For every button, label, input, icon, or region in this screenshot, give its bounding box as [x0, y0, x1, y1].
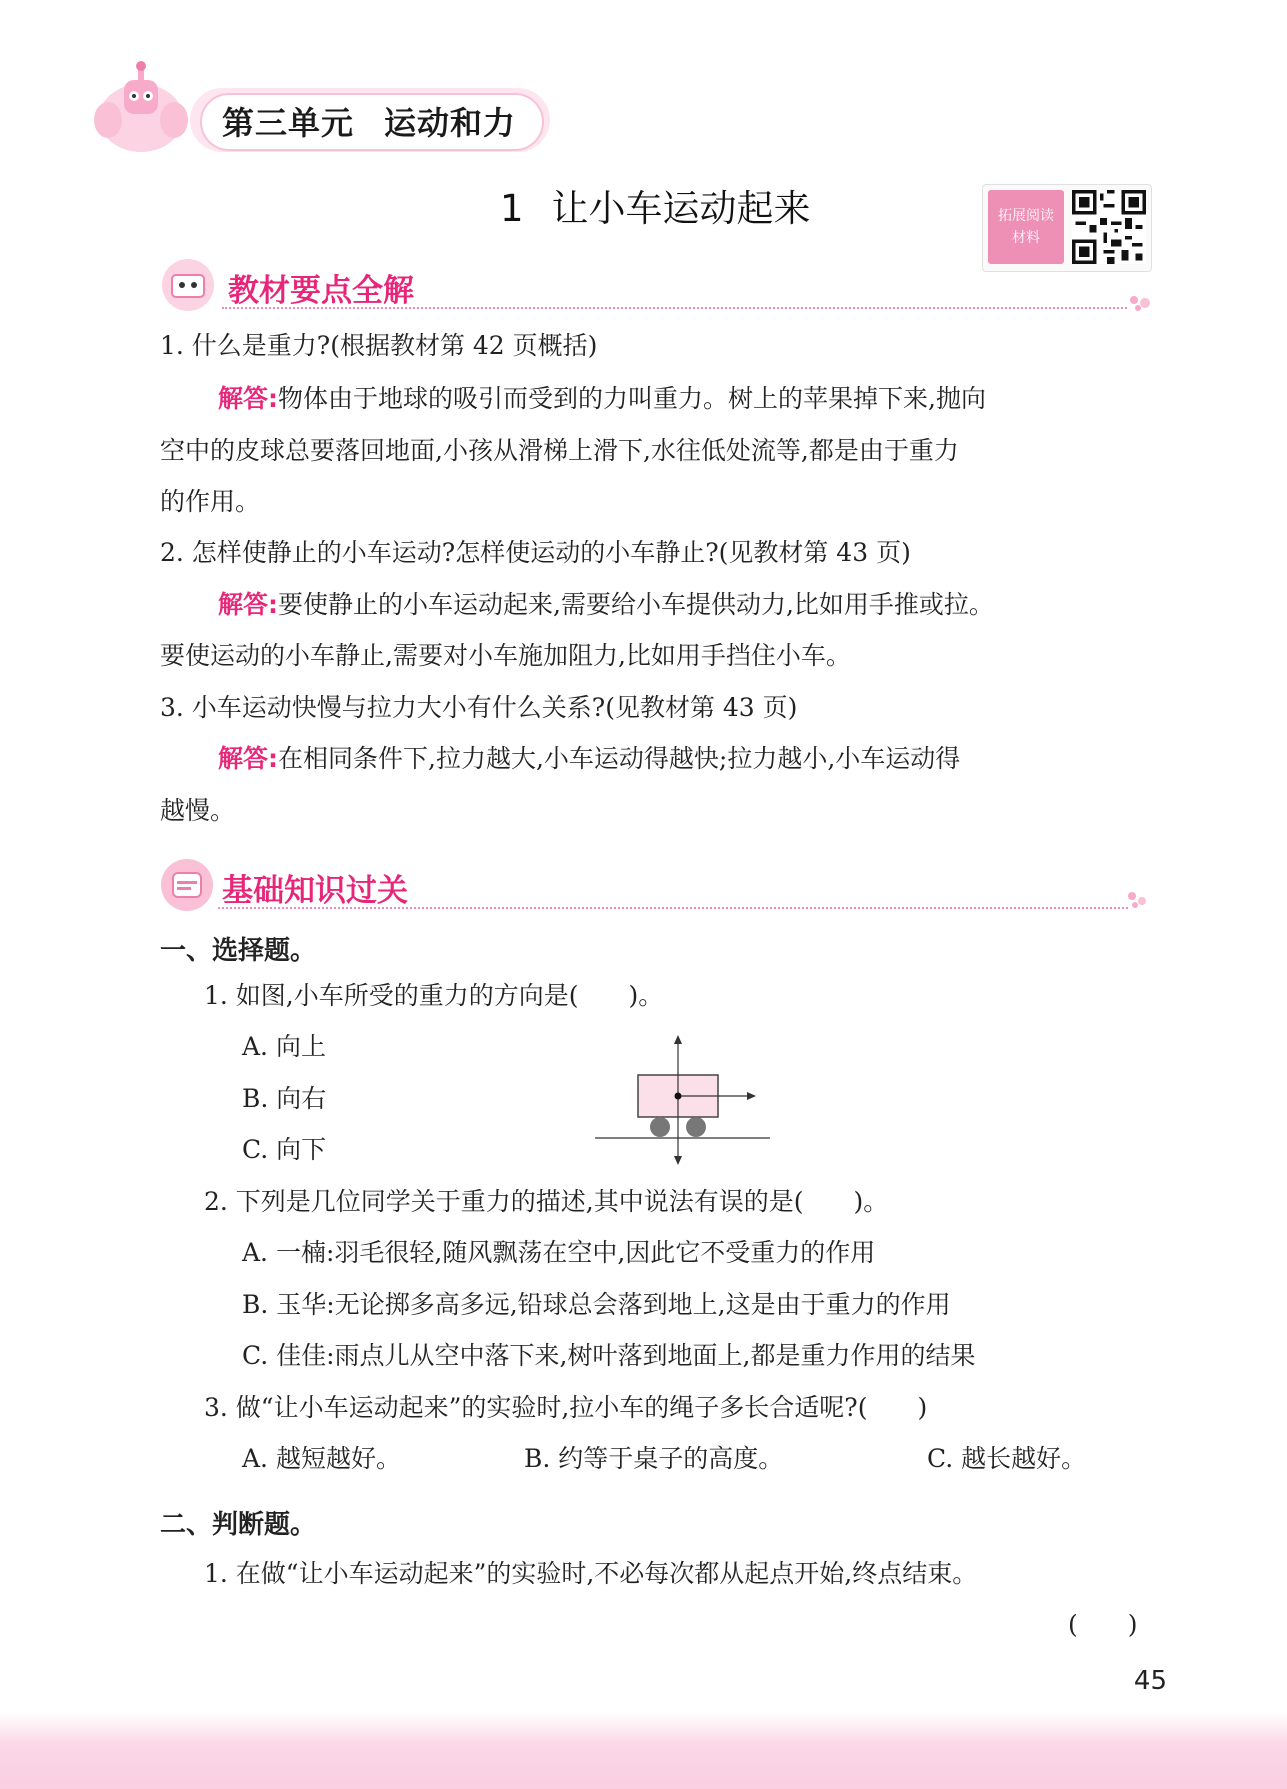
answer-label: 解答: — [218, 590, 278, 619]
p1-q3-option-c[interactable]: C. 越长越好。 — [927, 1444, 1087, 1473]
qr-code-icon[interactable] — [1072, 190, 1146, 264]
section1-divider — [222, 307, 1127, 309]
lesson-title: 1 让小车运动起来 — [500, 187, 811, 230]
s1-q1-answer-line3: 的作用。 — [160, 487, 261, 516]
p2-q1-answer-blank[interactable]: ( ) — [1068, 1610, 1138, 1639]
unit-title: 第三单元 运动和力 — [222, 104, 517, 142]
section1-heading: 教材要点全解 — [228, 273, 414, 309]
p1-q2-stem: 2. 下列是几位同学关于重力的描述,其中说法有误的是( )。 — [204, 1187, 889, 1216]
footer-band — [0, 1712, 1287, 1789]
s1-q2-answer-line1: 解答:要使静止的小车运动起来,需要给小车提供动力,比如用手推或拉。 — [218, 590, 994, 619]
center-point — [675, 1093, 682, 1100]
p1-q1-stem: 1. 如图,小车所受的重力的方向是( )。 — [204, 981, 664, 1010]
section1-mascot-icon — [158, 257, 218, 313]
qr-label: 拓展阅读 材料 — [988, 190, 1064, 264]
section2-heading: 基础知识过关 — [222, 873, 408, 909]
dots-decoration-icon — [1124, 888, 1154, 910]
car-force-diagram — [590, 1035, 776, 1170]
s1-q3-answer-line2: 越慢。 — [160, 796, 236, 825]
s1-q1-answer-line1: 解答:物体由于地球的吸引而受到的力叫重力。树上的苹果掉下来,抛向 — [218, 384, 986, 413]
p1-q3-option-b[interactable]: B. 约等于桌子的高度。 — [524, 1444, 784, 1473]
s1-q2-answer-line2: 要使运动的小车静止,需要对小车施加阻力,比如用手挡住小车。 — [160, 641, 851, 670]
arrow-right-icon — [747, 1092, 756, 1100]
arrow-up-icon — [674, 1035, 682, 1044]
section2-divider — [218, 907, 1128, 909]
s1-q3-answer-line1: 解答:在相同条件下,拉力越大,小车运动得越快;拉力越小,小车运动得 — [218, 744, 961, 773]
answer-label: 解答: — [218, 744, 278, 773]
p1-q3-stem: 3. 做“让小车运动起来”的实验时,拉小车的绳子多长合适呢?( ) — [204, 1393, 928, 1422]
s1-q2-question: 2. 怎样使静止的小车运动?怎样使运动的小车静止?(见教材第 43 页) — [160, 538, 911, 567]
answer-label: 解答: — [218, 384, 278, 413]
p1-q1-option-b[interactable]: B. 向右 — [242, 1084, 327, 1113]
car-wheel — [650, 1117, 670, 1137]
s1-q3-question: 3. 小车运动快慢与拉力大小有什么关系?(见教材第 43 页) — [160, 693, 798, 722]
p1-q2-option-a[interactable]: A. 一楠:羽毛很轻,随风飘荡在空中,因此它不受重力的作用 — [242, 1238, 876, 1267]
s1-q1-answer-line2: 空中的皮球总要落回地面,小孩从滑梯上滑下,水往低处流等,都是由于重力 — [160, 436, 959, 465]
page-number: 45 — [1133, 1666, 1167, 1696]
p1-q1-option-c[interactable]: C. 向下 — [242, 1135, 327, 1164]
p1-q2-option-c[interactable]: C. 佳佳:雨点儿从空中落下来,树叶落到地面上,都是重力作用的结果 — [242, 1341, 976, 1370]
section2-mascot-icon — [158, 857, 216, 913]
p1-q3-option-a[interactable]: A. 越短越好。 — [242, 1444, 401, 1473]
part1-title: 一、选择题。 — [160, 936, 317, 966]
dots-decoration-icon — [1128, 292, 1158, 312]
p1-q1-option-a[interactable]: A. 向上 — [242, 1032, 326, 1061]
p2-q1-stem: 1. 在做“让小车运动起来”的实验时,不必每次都从起点开始,终点结束。 — [204, 1559, 978, 1588]
part2-title: 二、判断题。 — [160, 1510, 317, 1540]
s1-q1-question: 1. 什么是重力?(根据教材第 42 页概括) — [160, 331, 598, 360]
car-wheel — [686, 1117, 706, 1137]
arrow-down-icon — [674, 1156, 682, 1165]
mascot-robot-icon — [86, 58, 196, 158]
p1-q2-option-b[interactable]: B. 玉华:无论掷多高多远,铅球总会落到地上,这是由于重力的作用 — [242, 1290, 951, 1319]
